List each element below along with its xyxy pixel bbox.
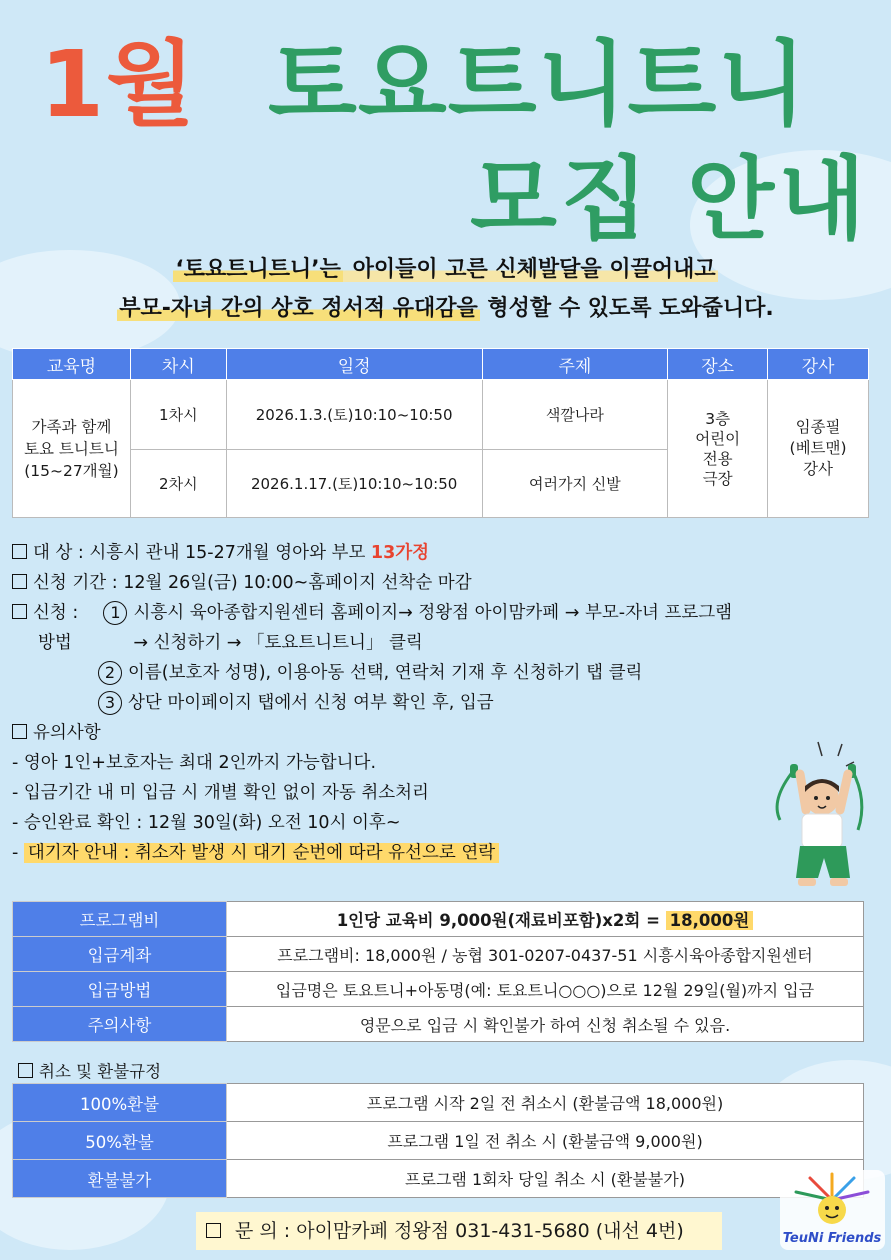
intro-line-1	[0, 255, 891, 285]
intro-line-2	[0, 294, 891, 324]
checkbox-icon	[12, 724, 27, 739]
title-program: 토요트니트니	[268, 31, 808, 138]
fee-label: 프로그램비	[13, 902, 227, 937]
step-1-text: 시흥시 육아종합지원센터 홈페이지→ 정왕점 아이맘카페 → 부모-자녀 프로그램	[133, 603, 733, 623]
header-cell: 일정	[226, 349, 482, 380]
payment-method-label: 입금방법	[13, 972, 227, 1007]
step-number-3: 3	[98, 691, 122, 715]
refund-title-row	[18, 1058, 161, 1082]
logo-text: TeuNi Friends	[782, 1231, 882, 1246]
checkbox-icon	[18, 1063, 33, 1078]
period-text: 신청 기간 : 12월 26일(금) 10:00~홈페이지 선착순 마감	[33, 573, 472, 593]
step-3-row	[12, 688, 732, 718]
place: 3층 어린이 전용 극장	[668, 380, 768, 518]
schedule-table	[12, 348, 869, 518]
schedule-header-row	[13, 349, 869, 380]
refund-label: 환불불가	[13, 1160, 227, 1198]
waitlist-row	[12, 838, 732, 868]
payment-method-value: 입금명은 토요트니+아동명(예: 토요트니○○○)으로 12월 29일(월)까지 입금	[227, 972, 864, 1007]
teuni-friends-logo	[780, 1170, 885, 1250]
account-value: 프로그램비: 18,000원 / 농협 301-0207-0437-51 시흥시육아종합지원센터	[227, 937, 864, 972]
step-2-row	[12, 658, 732, 688]
intro-highlight: ‘토요트니트니’는	[175, 257, 341, 282]
course-name: 가족과 함께 토요 트니트니 (15~27개월)	[13, 380, 131, 518]
table-row	[13, 972, 864, 1007]
title-month: 1월	[40, 31, 197, 138]
table-row	[13, 1122, 864, 1160]
caution-title: 유의사항	[33, 723, 101, 743]
refund-value: 프로그램 시작 2일 전 취소시 (환불금액 18,000원)	[227, 1084, 864, 1122]
fee-value-text: 1인당 교육비 9,000원(재료비포함)x2회 =	[336, 911, 666, 930]
refund-value: 프로그램 1회차 당일 취소 시 (환불불가)	[227, 1160, 864, 1198]
step-2-text: 이름(보호자 성명), 이용아동 선택, 연락처 기재 후 신청하기 탭 클릭	[128, 663, 643, 683]
refund-label: 100%환불	[13, 1084, 227, 1122]
table-row	[13, 1160, 864, 1198]
method-row-2	[12, 628, 732, 658]
fees-table	[12, 901, 864, 1042]
table-row	[13, 937, 864, 972]
session-round: 1차시	[130, 380, 226, 450]
notes-section	[12, 538, 732, 868]
method-label-2: 방법	[38, 633, 72, 653]
intro-text: 형성할 수 있도록 도와줍니다.	[479, 296, 774, 321]
title-subtitle: 모집 안내	[470, 147, 870, 252]
caution-title-row	[12, 718, 732, 748]
refund-title: 취소 및 환불규정	[39, 1062, 162, 1081]
target-text: 대 상 : 시흥시 관내 15-27개월 영아와 부모	[33, 543, 371, 563]
intro-highlight: 부모-자녀 간의 상호 정서적 유대감을	[119, 296, 478, 321]
session-date: 2026.1.17.(토)10:10~10:50	[226, 450, 482, 518]
table-row	[13, 902, 864, 937]
contact-text: 문 의 : 아이맘카페 정왕점 031-431-5680 (내선 4번)	[235, 1220, 684, 1242]
waitlist-text: 대기자 안내 : 취소자 발생 시 대기 순번에 따라 유선으로 연락	[24, 843, 499, 863]
session-topic: 색깔나라	[482, 380, 668, 450]
refund-value: 프로그램 1일 전 취소 시 (환불금액 9,000원)	[227, 1122, 864, 1160]
header-cell: 주제	[482, 349, 668, 380]
checkbox-icon	[12, 604, 27, 619]
child-exercise-illustration	[760, 740, 880, 890]
header-cell: 교육명	[13, 349, 131, 380]
instructor: 임종필 (베트맨) 강사	[768, 380, 869, 518]
table-row	[13, 1084, 864, 1122]
notice-label: 주의사항	[13, 1007, 227, 1042]
refund-label: 50%환불	[13, 1122, 227, 1160]
table-row	[13, 1007, 864, 1042]
header-cell: 강사	[768, 349, 869, 380]
refund-table	[12, 1083, 864, 1198]
step-3-text: 상단 마이페이지 탭에서 신청 여부 확인 후, 입금	[128, 693, 494, 713]
step-number-1: 1	[103, 601, 127, 625]
target-row	[12, 538, 732, 568]
step-number-2: 2	[98, 661, 122, 685]
period-row	[12, 568, 732, 598]
fee-total: 18,000원	[666, 911, 754, 930]
header-cell: 장소	[668, 349, 768, 380]
method-label: 신청 :	[33, 603, 79, 623]
notice-value: 영문으로 입금 시 확인불가 하여 신청 취소될 수 있음.	[227, 1007, 864, 1042]
contact-banner	[196, 1212, 722, 1250]
session-topic: 여러가지 신발	[482, 450, 668, 518]
header-cell: 차시	[130, 349, 226, 380]
account-label: 입금계좌	[13, 937, 227, 972]
session-date: 2026.1.3.(토)10:10~10:50	[226, 380, 482, 450]
checkbox-icon	[12, 544, 27, 559]
waitlist-dash: -	[12, 843, 24, 863]
checkbox-icon	[12, 574, 27, 589]
caution-item: - 승인완료 확인 : 12월 30일(화) 오전 10시 이후~	[12, 813, 401, 833]
intro-text: 아이들이 고른 신체발달을 이끌어내고	[344, 257, 716, 282]
target-count: 13가정	[370, 543, 430, 563]
session-round: 2차시	[130, 450, 226, 518]
step-1-continued: → 신청하기 → 「토요트니트니」 클릭	[133, 633, 423, 653]
method-row-1	[12, 598, 732, 628]
table-row	[13, 380, 869, 450]
checkbox-icon	[206, 1223, 221, 1238]
caution-item: - 입금기간 내 미 입금 시 개별 확인 없이 자동 취소처리	[12, 783, 429, 803]
fee-value	[227, 902, 864, 937]
caution-item: - 영아 1인+보호자는 최대 2인까지 가능합니다.	[12, 753, 377, 773]
